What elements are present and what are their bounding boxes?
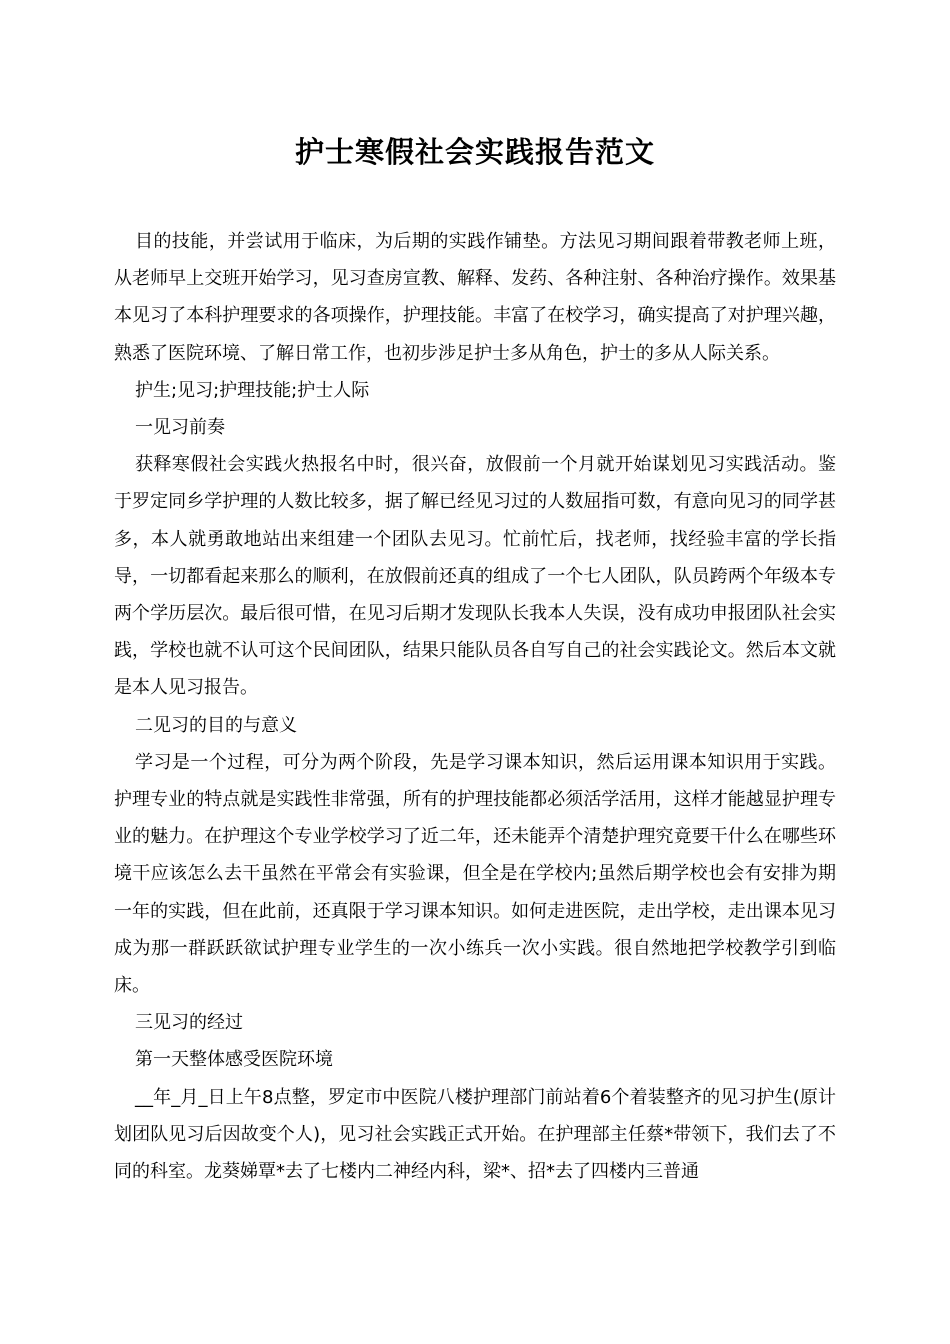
paragraph-day-1: __年_月_日上午8点整，罗定市中医院八楼护理部门前站着6个着装整齐的见习护生(原计划团队见习后因故变个人)，见习社会实践正式开始。在护理部主任蔡*带领下，我们去了不同的科室。龙葵娣覃*去了七楼内二神经内科，梁*、招*去了四楼内三普通	[114, 1086, 836, 1183]
subsection-heading-day-1: 第一天整体感受医院环境	[135, 1049, 333, 1071]
document-title: 护士寒假社会实践报告范文	[294, 135, 655, 169]
paragraph-intro: 目的技能，并尝试用于临床，为后期的实践作铺垫。方法见习期间跟着带教老师上班，从老师早上交班开始学习，见习查房宣教、解释、发药、各种注射、各种治疗操作。效果基本见习了本科护理要求的各项操作，护理技能。丰富了在校学习，确实提高了对护理兴趣，熟悉了医院环境、了解日常工作，也初步涉足护士多从角色，护士的多从人际关系。	[114, 231, 836, 364]
paragraph-keywords: 护生;见习;护理技能;护士人际	[135, 379, 370, 401]
section-heading-2: 二见习的目的与意义	[135, 714, 297, 736]
section-heading-3: 三见习的经过	[135, 1012, 243, 1034]
document-body	[114, 223, 836, 1190]
section-heading-1: 一见习前奏	[135, 417, 225, 439]
paragraph-section-2: 学习是一个过程，可分为两个阶段，先是学习课本知识，然后运用课本知识用于实践。护理专业的特点就是实践性非常强，所有的护理技能都必须活学活用，这样才能越显护理专业的魅力。在护理这个专业学校学习了近二年，还未能弄个清楚护理究竟要干什么在哪些环境干应该怎么去干虽然在平常会有实验课，但全是在学校内;虽然后期学校也会有安排为期一年的实践，但在此前，还真限于学习课本知识。如何走进医院，走出学校，走出课本见习成为那一群跃跃欲试护理专业学生的一次小练兵一次小实践。很自然地把学校教学引到临床。	[114, 751, 836, 997]
paragraph-section-1: 获释寒假社会实践火热报名中时，很兴奋，放假前一个月就开始谋划见习实践活动。鉴于罗定同乡学护理的人数比较多，据了解已经见习过的人数屈指可数，有意向见习的同学甚多，本人就勇敢地站出来组建一个团队去见习。忙前忙后，找老师，找经验丰富的学长指导，一切都看起来那么的顺利，在放假前还真的组成了一个七人团队，队员跨两个年级本专两个学历层次。最后很可惜，在见习后期才发现队长我本人失误，没有成功申报团队社会实践，学校也就不认可这个民间团队，结果只能队员各自写自己的社会实践论文。然后本文就是本人见习报告。	[114, 454, 836, 699]
